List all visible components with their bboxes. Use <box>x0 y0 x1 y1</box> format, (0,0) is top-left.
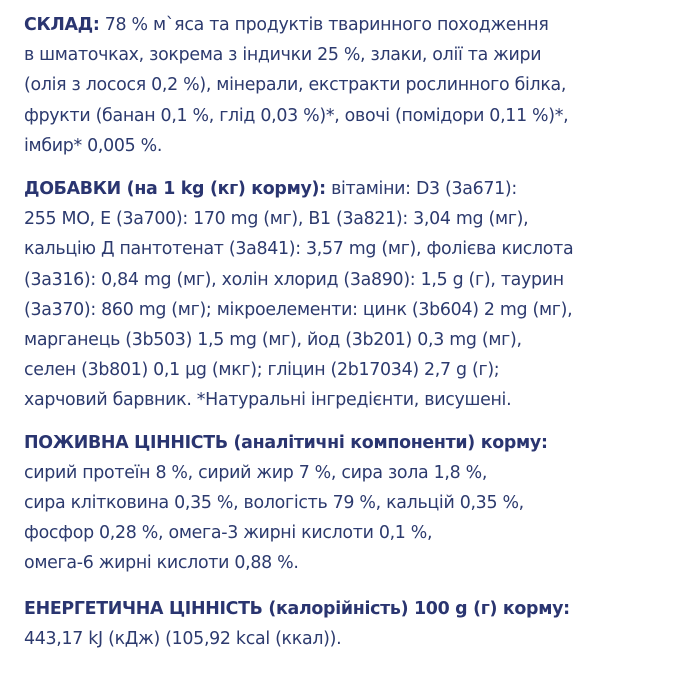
additives-line: 255 МО, Е (3а700): 170 mg (мг), В1 (3а821): 3,04 mg (мг), <box>24 209 529 230</box>
additives-section <box>24 174 684 416</box>
additives-first-line <box>24 174 684 204</box>
energy-value: 443,17 kJ (кДж) (105,92 kcal (ккал)). <box>24 628 342 649</box>
product-label-text <box>24 10 684 654</box>
additives-heading: ДОБАВКИ (на 1 kg (кг) корму): <box>24 179 326 200</box>
nutrition-heading: ПОЖИВНА ЦІННІСТЬ (аналітичні компоненти) корму: <box>24 432 548 453</box>
composition-line: (олія з лосося 0,2 %), мінерали, екстракти рослинного білка, <box>24 75 567 96</box>
additives-line: (3а370): 860 mg (мг); мікроелементи: цинк (3b604) 2 mg (мг), <box>24 299 573 320</box>
composition-line: фрукти (банан 0,1 %, глід 0,03 %)*, овочі (помідори 0,11 %)*, <box>24 105 569 126</box>
composition-section <box>24 10 684 161</box>
additives-line: (3а316): 0,84 mg (мг), холін хлорид (3а890): 1,5 g (г), таурин <box>24 269 564 290</box>
composition-line: імбир* 0,005 %. <box>24 135 163 156</box>
additives-line: кальцію Д пантотенат (3а841): 3,57 mg (мг), фолієва кислота <box>24 239 574 260</box>
nutrition-section <box>24 428 684 579</box>
additives-text: вітаміни: D3 (3а671): <box>325 179 517 200</box>
composition-first-line <box>24 10 684 40</box>
composition-line: в шматочках, зокрема з індички 25 %, злаки, олії та жири <box>24 45 542 66</box>
additives-line: селен (3b801) 0,1 µg (мкг); гліцин (2b17034) 2,7 g (г); <box>24 360 500 381</box>
nutrition-line: сирий протеїн 8 %, сирий жир 7 %, сира зола 1,8 %, <box>24 462 488 483</box>
additives-line: марганець (3b503) 1,5 mg (мг), йод (3b201) 0,3 mg (мг), <box>24 330 522 351</box>
nutrition-line: фосфор 0,28 %, омега-3 жирні кислоти 0,1 %, <box>24 523 433 544</box>
energy-heading: ЕНЕРГЕТИЧНА ЦІННІСТЬ (калорійність) 100 g (г) корму: <box>24 598 570 619</box>
nutrition-line: омега-6 жирні кислоти 0,88 %. <box>24 553 299 574</box>
composition-heading: СКЛАД: <box>24 15 100 35</box>
energy-section <box>24 594 684 654</box>
additives-line: харчовий барвник. *Натуральні інгредієнти, висушені. <box>24 390 512 411</box>
composition-text: 78 % м`яса та продуктів тваринного походження <box>99 15 549 35</box>
nutrition-line: сира клітковина 0,35 %, вологість 79 %, кальцій 0,35 %, <box>24 493 524 514</box>
